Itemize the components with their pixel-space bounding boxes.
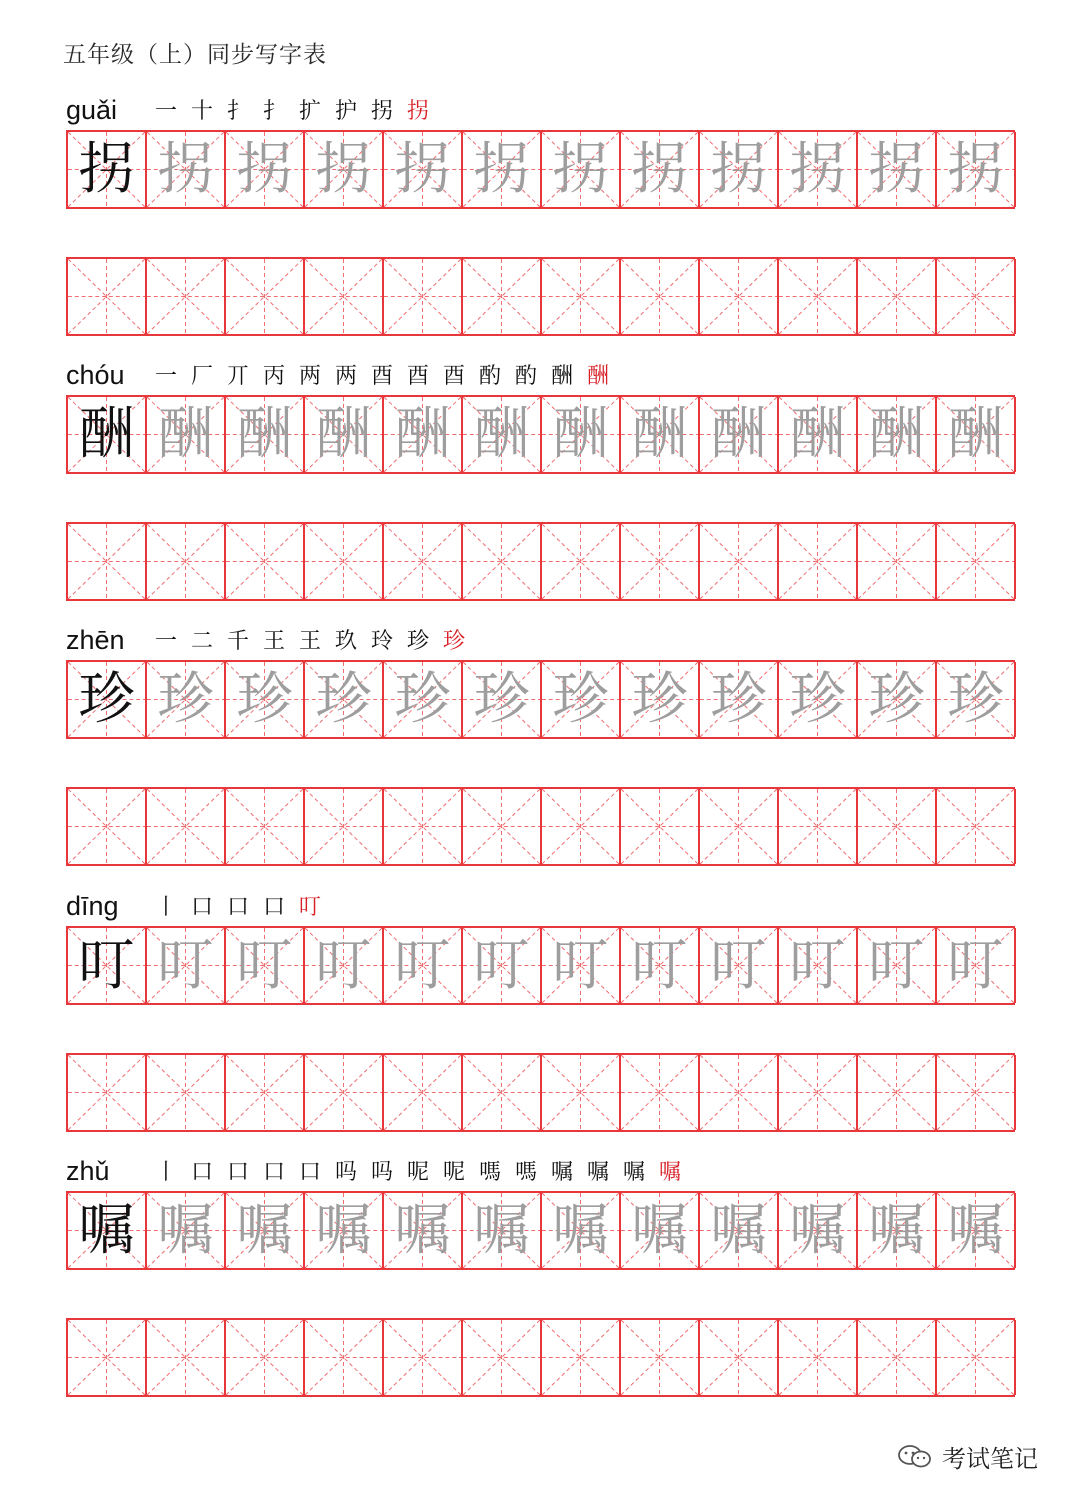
trace-cell[interactable]: [858, 662, 937, 737]
trace-character: 叮: [631, 933, 688, 998]
trace-character: 珍: [552, 667, 609, 732]
model-character: 酬: [78, 402, 135, 467]
trace-character: 叮: [552, 933, 609, 998]
trace-cell[interactable]: [542, 397, 621, 472]
stroke-step: 酉: [370, 364, 393, 389]
practice-cell[interactable]: [779, 1320, 858, 1395]
character-block: [66, 620, 1015, 866]
stroke-step: 珍: [442, 629, 465, 654]
trace-character: 拐: [789, 137, 846, 202]
tracing-row: [66, 660, 1015, 739]
practice-cell[interactable]: [226, 524, 305, 599]
trace-character: 嘱: [789, 1198, 846, 1263]
stroke-step: 玲: [370, 629, 393, 654]
trace-character: 酬: [315, 402, 372, 467]
stroke-step: 丌: [226, 364, 249, 389]
stroke-step: 拐: [370, 99, 393, 124]
character-block: [66, 886, 1015, 1132]
practice-cell[interactable]: [858, 524, 937, 599]
trace-character: 嘱: [157, 1198, 214, 1263]
character-header: [66, 620, 1015, 660]
trace-cell[interactable]: [937, 1193, 1016, 1268]
trace-character: 叮: [473, 933, 530, 998]
stroke-step: 珍: [406, 629, 429, 654]
stroke-step: 拐: [406, 99, 429, 124]
trace-cell[interactable]: [779, 662, 858, 737]
stroke-step: 一: [154, 364, 177, 389]
stroke-step: 千: [226, 629, 249, 654]
stroke-step: 吗: [334, 1160, 357, 1185]
pinyin-label: dīng: [66, 891, 119, 921]
trace-character: 叮: [947, 933, 1004, 998]
practice-cell[interactable]: [384, 524, 463, 599]
model-character: 叮: [78, 933, 135, 998]
trace-cell[interactable]: [463, 928, 542, 1003]
trace-cell[interactable]: [384, 662, 463, 737]
practice-cell[interactable]: [621, 259, 700, 334]
trace-cell[interactable]: [621, 1193, 700, 1268]
practice-cell[interactable]: [779, 524, 858, 599]
stroke-order: [148, 100, 436, 124]
trace-cell[interactable]: [858, 1193, 937, 1268]
trace-cell[interactable]: [621, 397, 700, 472]
practice-row: [66, 257, 1015, 336]
tracing-row: [66, 926, 1015, 1005]
character-header: [66, 886, 1015, 926]
stroke-step: 嘱: [622, 1160, 645, 1185]
trace-cell[interactable]: [147, 1193, 226, 1268]
trace-character: 叮: [868, 933, 925, 998]
trace-character: 嘱: [947, 1198, 1004, 1263]
character-header: [66, 355, 1015, 395]
stroke-step: 嗎: [478, 1160, 501, 1185]
trace-cell[interactable]: [858, 397, 937, 472]
practice-cell[interactable]: [305, 259, 384, 334]
trace-character: 叮: [710, 933, 767, 998]
trace-character: 叮: [157, 933, 214, 998]
practice-cell[interactable]: [542, 789, 621, 864]
trace-cell[interactable]: [779, 1193, 858, 1268]
practice-cell[interactable]: [226, 259, 305, 334]
trace-character: 拐: [315, 137, 372, 202]
practice-cell[interactable]: [937, 524, 1016, 599]
trace-character: 叮: [236, 933, 293, 998]
practice-row: [66, 522, 1015, 601]
trace-cell[interactable]: [858, 132, 937, 207]
stroke-step: 酬: [550, 364, 573, 389]
trace-cell[interactable]: [226, 132, 305, 207]
trace-character: 珍: [157, 667, 214, 732]
stroke-step: 口: [190, 1160, 213, 1185]
trace-cell[interactable]: [226, 1193, 305, 1268]
practice-cell[interactable]: [779, 789, 858, 864]
practice-cell[interactable]: [463, 524, 542, 599]
practice-cell[interactable]: [384, 1320, 463, 1395]
practice-cell[interactable]: [147, 789, 226, 864]
trace-cell[interactable]: [463, 662, 542, 737]
trace-character: 叮: [315, 933, 372, 998]
practice-cell[interactable]: [937, 259, 1016, 334]
trace-cell[interactable]: [147, 132, 226, 207]
stroke-order: [148, 896, 328, 920]
trace-character: 珍: [789, 667, 846, 732]
trace-character: 珍: [947, 667, 1004, 732]
stroke-step: 口: [262, 1160, 285, 1185]
watermark: [898, 1439, 1038, 1474]
stroke-step: 酉: [442, 364, 465, 389]
model-character: 珍: [78, 667, 135, 732]
trace-character: 拐: [631, 137, 688, 202]
practice-cell[interactable]: [305, 1320, 384, 1395]
trace-character: 叮: [789, 933, 846, 998]
stroke-step: 酌: [514, 364, 537, 389]
character-block: [66, 355, 1015, 601]
trace-cell[interactable]: [305, 928, 384, 1003]
stroke-step: 酬: [586, 364, 609, 389]
trace-cell[interactable]: [463, 132, 542, 207]
trace-character: 嘱: [631, 1198, 688, 1263]
practice-cell[interactable]: [147, 1320, 226, 1395]
tracing-row: [66, 395, 1015, 474]
practice-cell[interactable]: [542, 1320, 621, 1395]
practice-cell[interactable]: [700, 789, 779, 864]
trace-cell[interactable]: [384, 397, 463, 472]
practice-cell[interactable]: [700, 524, 779, 599]
trace-cell[interactable]: [779, 397, 858, 472]
pinyin-label: zhēn: [66, 625, 125, 655]
practice-cell[interactable]: [700, 1055, 779, 1130]
stroke-step: 王: [262, 629, 285, 654]
trace-character: 珍: [315, 667, 372, 732]
practice-cell[interactable]: [858, 1055, 937, 1130]
practice-cell[interactable]: [68, 524, 147, 599]
practice-cell[interactable]: [68, 1055, 147, 1130]
trace-character: 嘱: [868, 1198, 925, 1263]
practice-cell[interactable]: [621, 789, 700, 864]
stroke-step: 护: [334, 99, 357, 124]
trace-character: 珍: [631, 667, 688, 732]
trace-cell[interactable]: [937, 928, 1016, 1003]
trace-character: 拐: [157, 137, 214, 202]
practice-cell[interactable]: [384, 259, 463, 334]
practice-cell[interactable]: [858, 259, 937, 334]
model-cell: [68, 397, 147, 472]
stroke-step: 扩: [298, 99, 321, 124]
trace-character: 拐: [394, 137, 451, 202]
trace-cell[interactable]: [226, 397, 305, 472]
trace-character: 拐: [236, 137, 293, 202]
model-character: 拐: [78, 137, 135, 202]
practice-cell[interactable]: [858, 1320, 937, 1395]
stroke-step: 嗎: [514, 1160, 537, 1185]
trace-character: 酬: [868, 402, 925, 467]
stroke-step: 口: [226, 895, 249, 920]
trace-cell[interactable]: [779, 928, 858, 1003]
practice-cell[interactable]: [858, 789, 937, 864]
practice-cell[interactable]: [147, 524, 226, 599]
practice-cell[interactable]: [68, 259, 147, 334]
practice-cell[interactable]: [305, 524, 384, 599]
trace-character: 嘱: [236, 1198, 293, 1263]
practice-cell[interactable]: [542, 1055, 621, 1130]
trace-cell[interactable]: [384, 132, 463, 207]
practice-cell[interactable]: [700, 1320, 779, 1395]
stroke-step: 玖: [334, 629, 357, 654]
practice-cell[interactable]: [937, 789, 1016, 864]
trace-cell[interactable]: [305, 132, 384, 207]
trace-cell[interactable]: [858, 928, 937, 1003]
trace-cell[interactable]: [700, 132, 779, 207]
pinyin-label: chóu: [66, 360, 125, 390]
practice-cell[interactable]: [937, 1055, 1016, 1130]
character-block: [66, 1151, 1015, 1397]
stroke-step: 丨: [154, 895, 177, 920]
trace-character: 酬: [947, 402, 1004, 467]
model-cell: [68, 132, 147, 207]
model-character: 嘱: [78, 1198, 135, 1263]
trace-character: 嘱: [315, 1198, 372, 1263]
practice-cell[interactable]: [305, 1055, 384, 1130]
practice-cell[interactable]: [463, 1055, 542, 1130]
trace-cell[interactable]: [700, 1193, 779, 1268]
trace-cell[interactable]: [226, 928, 305, 1003]
model-cell: [68, 928, 147, 1003]
trace-character: 嘱: [473, 1198, 530, 1263]
stroke-order: [148, 365, 616, 389]
trace-cell[interactable]: [700, 397, 779, 472]
stroke-step: 二: [190, 629, 213, 654]
trace-character: 嘱: [394, 1198, 451, 1263]
trace-character: 酬: [157, 402, 214, 467]
practice-cell[interactable]: [463, 1320, 542, 1395]
stroke-step: 叮: [298, 895, 321, 920]
trace-cell[interactable]: [700, 662, 779, 737]
character-header: [66, 1151, 1015, 1191]
trace-cell[interactable]: [779, 132, 858, 207]
trace-character: 酬: [236, 402, 293, 467]
stroke-step: 呢: [442, 1160, 465, 1185]
trace-cell[interactable]: [621, 928, 700, 1003]
stroke-step: 一: [154, 629, 177, 654]
trace-cell[interactable]: [305, 397, 384, 472]
trace-cell[interactable]: [463, 397, 542, 472]
stroke-order: [148, 630, 472, 654]
trace-cell[interactable]: [147, 928, 226, 1003]
practice-cell[interactable]: [305, 789, 384, 864]
trace-character: 拐: [552, 137, 609, 202]
stroke-step: 十: [190, 99, 213, 124]
trace-cell[interactable]: [305, 1193, 384, 1268]
practice-cell[interactable]: [621, 1055, 700, 1130]
practice-cell[interactable]: [226, 1320, 305, 1395]
model-cell: [68, 1193, 147, 1268]
trace-cell[interactable]: [937, 132, 1016, 207]
trace-character: 珍: [868, 667, 925, 732]
character-block: [66, 90, 1015, 336]
trace-cell[interactable]: [542, 1193, 621, 1268]
practice-cell[interactable]: [463, 259, 542, 334]
practice-row: [66, 1053, 1015, 1132]
stroke-step: 呢: [406, 1160, 429, 1185]
trace-cell[interactable]: [542, 928, 621, 1003]
trace-cell[interactable]: [542, 662, 621, 737]
practice-cell[interactable]: [463, 789, 542, 864]
trace-cell[interactable]: [621, 132, 700, 207]
trace-character: 酬: [552, 402, 609, 467]
trace-character: 酬: [473, 402, 530, 467]
trace-character: 酬: [631, 402, 688, 467]
tracing-row: [66, 130, 1015, 209]
chat-bubbles-icon: [898, 1444, 932, 1470]
trace-cell[interactable]: [226, 662, 305, 737]
stroke-order: [148, 1161, 688, 1185]
trace-cell[interactable]: [700, 928, 779, 1003]
practice-cell[interactable]: [384, 789, 463, 864]
trace-character: 叮: [394, 933, 451, 998]
practice-cell[interactable]: [226, 1055, 305, 1130]
trace-character: 拐: [473, 137, 530, 202]
trace-cell[interactable]: [305, 662, 384, 737]
practice-row: [66, 1318, 1015, 1397]
pinyin-label: guǎi: [66, 95, 118, 125]
trace-character: 酬: [394, 402, 451, 467]
practice-cell[interactable]: [621, 524, 700, 599]
trace-cell[interactable]: [621, 662, 700, 737]
practice-cell[interactable]: [147, 1055, 226, 1130]
trace-character: 嘱: [552, 1198, 609, 1263]
practice-row: [66, 787, 1015, 866]
stroke-step: 口: [262, 895, 285, 920]
stroke-step: 两: [298, 364, 321, 389]
stroke-step: 嘱: [586, 1160, 609, 1185]
trace-character: 珍: [710, 667, 767, 732]
practice-cell[interactable]: [68, 1320, 147, 1395]
model-cell: [68, 662, 147, 737]
practice-cell[interactable]: [937, 1320, 1016, 1395]
pinyin-label: zhǔ: [66, 1156, 110, 1186]
stroke-step: 丨: [154, 1160, 177, 1185]
stroke-step: 吗: [370, 1160, 393, 1185]
stroke-step: 口: [298, 1160, 321, 1185]
stroke-step: 王: [298, 629, 321, 654]
trace-character: 酬: [789, 402, 846, 467]
practice-cell[interactable]: [779, 259, 858, 334]
trace-cell[interactable]: [542, 132, 621, 207]
trace-character: 嘱: [710, 1198, 767, 1263]
stroke-step: 口: [226, 1160, 249, 1185]
trace-character: 珍: [236, 667, 293, 732]
practice-cell[interactable]: [542, 524, 621, 599]
trace-cell[interactable]: [147, 397, 226, 472]
stroke-step: 嘱: [658, 1160, 681, 1185]
trace-character: 拐: [710, 137, 767, 202]
stroke-step: 酉: [406, 364, 429, 389]
practice-cell[interactable]: [226, 789, 305, 864]
page-title: 五年级（上）同步写字表: [63, 42, 327, 68]
practice-cell[interactable]: [779, 1055, 858, 1130]
trace-cell[interactable]: [147, 662, 226, 737]
stroke-step: 两: [334, 364, 357, 389]
trace-cell[interactable]: [384, 1193, 463, 1268]
stroke-step: 扌: [262, 99, 285, 124]
practice-cell[interactable]: [147, 259, 226, 334]
practice-cell[interactable]: [384, 1055, 463, 1130]
stroke-step: 酌: [478, 364, 501, 389]
practice-cell[interactable]: [542, 259, 621, 334]
stroke-step: 一: [154, 99, 177, 124]
stroke-step: 厂: [190, 364, 213, 389]
practice-cell[interactable]: [621, 1320, 700, 1395]
trace-character: 珍: [473, 667, 530, 732]
trace-cell[interactable]: [937, 397, 1016, 472]
stroke-step: 嘱: [550, 1160, 573, 1185]
practice-cell[interactable]: [700, 259, 779, 334]
watermark-text: 考试笔记: [942, 1445, 1038, 1473]
trace-character: 拐: [947, 137, 1004, 202]
trace-character: 酬: [710, 402, 767, 467]
character-header: [66, 90, 1015, 130]
trace-cell[interactable]: [463, 1193, 542, 1268]
practice-cell[interactable]: [68, 789, 147, 864]
stroke-step: 丙: [262, 364, 285, 389]
trace-cell[interactable]: [384, 928, 463, 1003]
trace-character: 拐: [868, 137, 925, 202]
tracing-row: [66, 1191, 1015, 1270]
stroke-step: 口: [190, 895, 213, 920]
trace-character: 珍: [394, 667, 451, 732]
stroke-step: 扌: [226, 99, 249, 124]
trace-cell[interactable]: [937, 662, 1016, 737]
